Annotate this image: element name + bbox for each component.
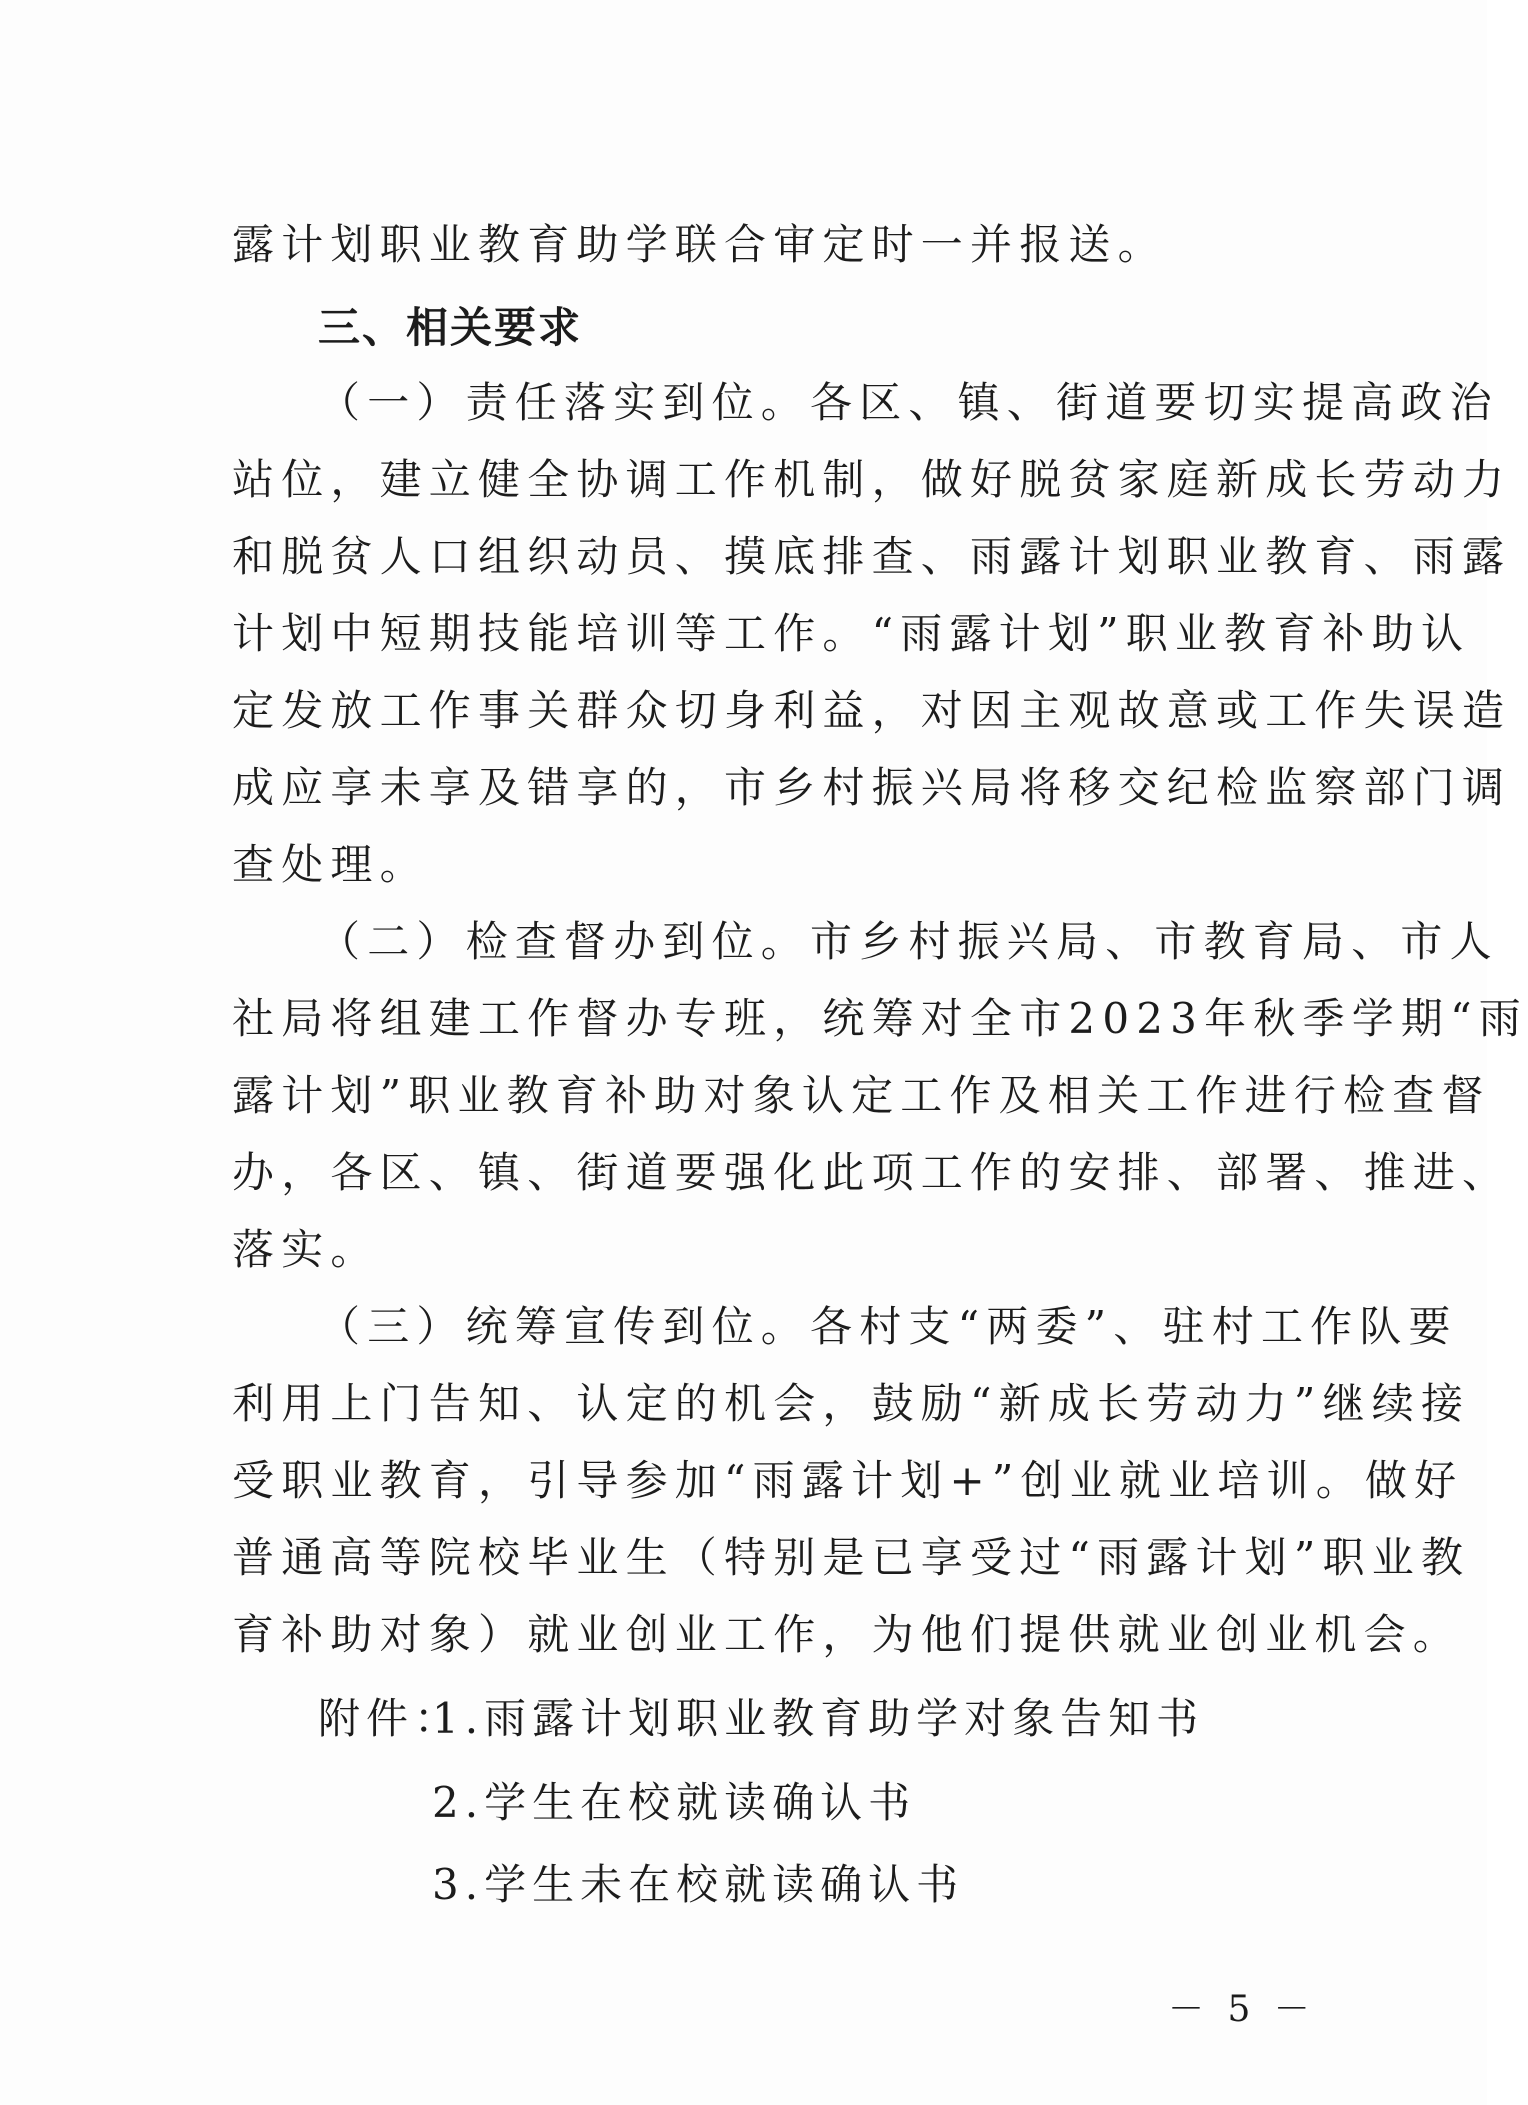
paragraph-line: 社局将组建工作督办专班，统筹对全市2023年秋季学期“雨: [232, 994, 1528, 1043]
paragraph-line: 露计划职业教育助学联合审定时一并报送。: [232, 220, 1167, 269]
paragraph-line: 露计划”职业教育补助对象认定工作及相关工作进行检查督: [232, 1071, 1491, 1120]
paragraph-line: 查处理。: [232, 840, 429, 889]
paragraph-line: 普通高等院校毕业生（特别是已享受过“雨露计划”职业教: [232, 1533, 1471, 1582]
paragraph-line: 育补助对象）就业创业工作，为他们提供就业创业机会。: [232, 1610, 1463, 1659]
paragraph-line: （一）责任落实到位。各区、镇、街道要切实提高政治: [318, 378, 1499, 427]
paragraph-line: （三）统筹宣传到位。各村支“两委”、驻村工作队要: [318, 1302, 1458, 1351]
paragraph-line: 受职业教育，引导参加“雨露计划+”创业就业培训。做好: [232, 1456, 1464, 1505]
paragraph-line: 利用上门告知、认定的机会，鼓励“新成长劳动力”继续接: [232, 1379, 1471, 1428]
paragraph-line: 计划中短期技能培训等工作。“雨露计划”职业教育补助认: [232, 609, 1471, 658]
attachments-label: 附件：: [318, 1694, 463, 1743]
attachment-item-3: 3.学生未在校就读确认书: [432, 1860, 965, 1909]
paragraph-line: 办，各区、镇、街道要强化此项工作的安排、部署、推进、: [232, 1148, 1512, 1197]
paragraph-line: 成应享未享及错享的，市乡村振兴局将移交纪检监察部门调: [232, 763, 1512, 812]
section-heading: 三、相关要求: [318, 303, 583, 352]
paragraph-line: 站位，建立健全协调工作机制，做好脱贫家庭新成长劳动力: [232, 455, 1512, 504]
attachment-item-2: 2.学生在校就读确认书: [432, 1778, 917, 1827]
paragraph-line: （二）检查督办到位。市乡村振兴局、市教育局、市人: [318, 917, 1499, 966]
paragraph-line: 定发放工作事关群众切身利益，对因主观故意或工作失误造: [232, 686, 1512, 735]
attachment-item-1: 1.雨露计划职业教育助学对象告知书: [432, 1694, 1205, 1743]
page-number: － 5 －: [1168, 1989, 1316, 2030]
paragraph-line: 落实。: [232, 1225, 380, 1274]
paragraph-line: 和脱贫人口组织动员、摸底排查、雨露计划职业教育、雨露: [232, 532, 1512, 581]
